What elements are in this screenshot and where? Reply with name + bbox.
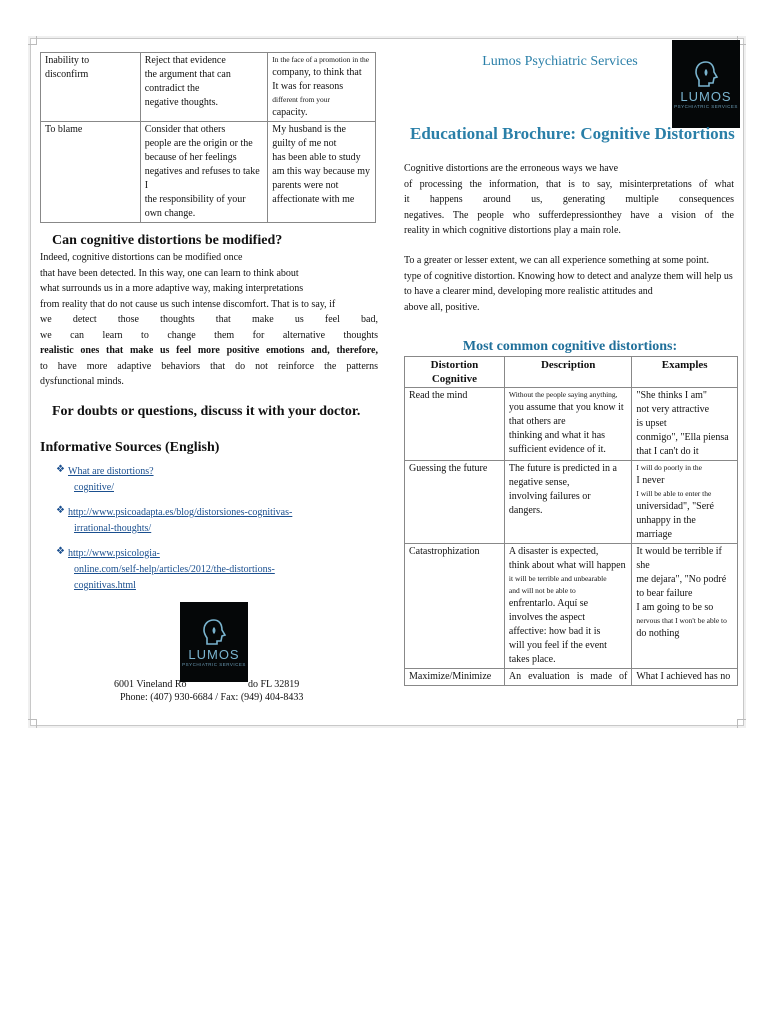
text-line: nervous that I won't be able to <box>636 616 727 625</box>
text-line: Reject that evidence <box>144 55 226 66</box>
paragraph-line: we detect those thoughts that make us feel bad, <box>40 314 378 325</box>
text-line: I never <box>636 475 665 486</box>
table-row <box>41 53 376 122</box>
text-line: dangers. <box>508 505 543 516</box>
brochure-title: Educational Brochure: Cognitive Distortions <box>410 124 735 143</box>
text-line: A disaster is expected, <box>508 546 599 557</box>
text-line: people are the origin or the <box>144 138 253 149</box>
text-line: think about what will happen <box>508 560 626 571</box>
text-line: involves the aspect <box>508 612 586 623</box>
address-line <box>114 679 300 690</box>
paragraph-line: above all, positive. <box>404 301 480 313</box>
text-line: guilty of me not <box>272 138 337 149</box>
header-distortion: Distortion Cognitive <box>405 357 505 388</box>
paragraph-line: to have a clearer mind, developing more realistic attitudes and <box>404 286 653 297</box>
text-line: Guessing the future <box>409 463 488 474</box>
head-icon <box>201 617 227 647</box>
text-line: I will be able to enter the <box>636 489 712 498</box>
crop-mark <box>28 719 37 728</box>
common-distortions-heading: Most common cognitive distortions: <box>462 339 678 354</box>
text-line: has been able to study <box>272 152 361 163</box>
paragraph-line: reality in which cognitive distortions play a main role. <box>404 225 621 236</box>
table-cell-example <box>632 669 738 686</box>
second-paragraph <box>404 253 746 315</box>
table-cell-description <box>504 461 631 544</box>
table-cell-description <box>504 388 631 461</box>
text-line: An evaluation is made of <box>508 671 628 682</box>
table-cell-description <box>504 669 631 686</box>
brand-name: Lumos Psychiatric Services <box>482 54 638 69</box>
diamond-bullet-icon: ❖ <box>56 504 65 516</box>
text-line: is upset <box>636 418 667 429</box>
logo-word: LUMOS <box>188 647 240 662</box>
address-end: do FL 32819 <box>248 679 300 690</box>
paragraph-line: from reality that do not cause us such intense discomfort. That is to say, if <box>40 298 336 310</box>
text-line: Consider that others <box>144 124 226 135</box>
text-line: negative thoughts. <box>144 97 219 108</box>
doubts-heading: For doubts or questions, discuss it with your doctor. <box>52 403 361 419</box>
text-line: Maximize/Minimize <box>409 671 492 682</box>
crop-mark <box>737 719 746 728</box>
logo-subtext: PSYCHIATRIC SERVICES <box>674 104 738 109</box>
table-cell-example <box>632 461 738 544</box>
table-cell-description <box>140 122 268 223</box>
text-line: parents were not <box>272 180 339 191</box>
address-start: 6001 Vineland Ro <box>114 679 187 690</box>
text-line: I will do poorly in the <box>636 463 702 472</box>
text-line: capacity. <box>272 107 308 118</box>
text-line: because of her feelings <box>144 152 237 163</box>
link-text[interactable]: cognitivas.html <box>74 579 136 591</box>
paragraph-line: To a greater or lesser extent, we can all experience something at some point. <box>404 255 710 266</box>
text-line: To blame <box>45 124 83 135</box>
text-line: What I achieved has no <box>636 671 731 682</box>
text-line: affective: how bad it is <box>508 626 601 637</box>
text-line: marriage <box>636 529 672 540</box>
paragraph-line: Cognitive distortions are the erroneous ways we have <box>404 163 619 174</box>
text-line: The future is predicted in a <box>508 463 617 474</box>
text-line: that I can't do it <box>636 446 699 457</box>
text-line: sufficient evidence of it. <box>508 444 606 455</box>
text-line: will you feel if the event <box>508 640 607 651</box>
left-column <box>40 52 378 603</box>
text-line: contradict the <box>144 83 200 94</box>
text-line: the argument that can <box>144 69 231 80</box>
text-line: It was for reasons <box>272 81 344 92</box>
text-line: Without the people saying anything, <box>508 390 618 399</box>
table-cell-description <box>140 53 268 122</box>
paragraph-line: of processing the information, that is to say, misinterpretations of what <box>404 178 734 190</box>
text-line: affectionate with me <box>272 194 355 205</box>
modify-paragraph <box>40 250 378 390</box>
paragraph-line: that have been detected. In this way, one can learn to think about <box>40 267 299 279</box>
text-line: it will be terrible and unbearable <box>508 574 607 583</box>
text-line: enfrentarlo. Aquí se <box>508 598 589 609</box>
text-line: My husband is the <box>272 124 346 135</box>
text-line: takes place. <box>508 654 556 665</box>
link-text[interactable]: http://www.psicoadapta.es/blog/distorsiones-cognitivas- <box>68 506 293 518</box>
text-line: me dejara", "No podré <box>636 574 727 585</box>
text-line: to bear failure <box>636 588 693 599</box>
text-line: disconfirm <box>45 69 89 80</box>
text-line: own change. <box>144 208 196 219</box>
text-line: In the face of a promotion in the <box>272 55 370 64</box>
table-cell-example <box>268 122 376 223</box>
sources-list <box>56 464 378 594</box>
text-line: I am going to be so <box>636 602 714 613</box>
table-cell-distortion <box>41 53 141 122</box>
text-line: thinking and what it has <box>508 430 606 441</box>
table-cell-example <box>268 53 376 122</box>
table-cell-distortion <box>405 461 505 544</box>
paragraph-line: realistic ones that make us feel more positive emotions and, therefore, <box>40 345 378 356</box>
text-line: and will not be able to <box>508 586 576 595</box>
logo-word: LUMOS <box>680 89 732 104</box>
text-line: that others are <box>508 416 566 427</box>
text-line: Read the mind <box>409 390 468 401</box>
text-line: negatives and refuses to take I <box>144 166 260 191</box>
table-cell-example <box>632 388 738 461</box>
source-link[interactable] <box>56 505 378 537</box>
table-row <box>405 388 738 461</box>
paragraph-line: it happens around us, generating multiple consequences <box>404 194 734 205</box>
distortions-table <box>404 356 738 686</box>
sources-heading: Informative Sources (English) <box>40 439 220 455</box>
table-row <box>41 122 376 223</box>
paragraph-line: type of cognitive distortion. Knowing how to detect and analyze them will help us <box>404 270 733 282</box>
paragraph-line: dysfunctional minds. <box>40 376 124 387</box>
text-line: negative sense, <box>508 477 570 488</box>
source-link[interactable] <box>56 464 378 496</box>
table-header-row <box>405 357 738 388</box>
text-line: "She thinks I am" <box>636 390 708 401</box>
text-line: It would be terrible if she <box>636 546 722 571</box>
source-link[interactable] <box>56 546 378 594</box>
text-line: am this way because my <box>272 166 371 177</box>
modify-heading: Can cognitive distortions be modified? <box>52 233 283 248</box>
crop-mark <box>28 36 37 45</box>
paragraph-line: what surrounds us in a more adaptive way, making interpretations <box>40 283 304 294</box>
text-line: conmigo", "Ella piensa <box>636 432 729 443</box>
text-line: company, to think that <box>272 67 362 78</box>
text-line: the responsibility of your <box>144 194 246 205</box>
intro-paragraph <box>404 161 734 239</box>
header-examples: Examples <box>632 357 738 388</box>
paragraph-line: Indeed, cognitive distortions can be modified once <box>40 252 243 263</box>
left-logo <box>180 602 248 682</box>
link-text[interactable]: cognitive/ <box>74 481 114 493</box>
table-row <box>405 669 738 686</box>
text-line: different from your <box>272 95 331 104</box>
text-line: do nothing <box>636 628 680 639</box>
header-description: Description <box>504 357 631 388</box>
link-text[interactable]: What are distortions? <box>68 465 154 477</box>
diamond-bullet-icon: ❖ <box>56 463 65 475</box>
table-cell-distortion <box>405 544 505 669</box>
table-cell-distortion <box>41 122 141 223</box>
diamond-bullet-icon: ❖ <box>56 545 65 557</box>
table-cell-example <box>632 544 738 669</box>
link-text[interactable]: online.com/self-help/articles/2012/the-distortions- <box>74 563 275 575</box>
table-cell-distortion <box>405 669 505 686</box>
text-line: involving failures or <box>508 491 591 502</box>
text-line: not very attractive <box>636 404 710 415</box>
paragraph-line: negatives. The people who sufferdepressionthey have a vision of the <box>404 209 734 221</box>
text-line: Catastrophization <box>409 546 480 557</box>
link-text[interactable]: irrational-thoughts/ <box>74 522 152 534</box>
right-logo <box>672 40 740 128</box>
text-line: Inability to <box>45 55 90 66</box>
table-cell-distortion <box>405 388 505 461</box>
table-row <box>405 544 738 669</box>
paragraph-line: to have more adaptive behaviors that do not reinforce the patterns <box>40 360 378 372</box>
paragraph-line: we can learn to change them for alternative thoughts <box>40 329 378 341</box>
link-text[interactable]: http://www.psicologia- <box>68 547 160 559</box>
distortions-table-continued <box>40 52 376 223</box>
phone-line: Phone: (407) 930-6684 / Fax: (949) 404-8433 <box>120 692 304 703</box>
table-cell-description <box>504 544 631 669</box>
logo-subtext: PSYCHIATRIC SERVICES <box>182 662 246 667</box>
text-line: you assume that you know it <box>508 402 624 413</box>
table-row <box>405 461 738 544</box>
text-line: universidad", "Seré <box>636 501 714 512</box>
text-line: unhappy in the <box>636 515 696 526</box>
head-icon <box>693 59 719 89</box>
